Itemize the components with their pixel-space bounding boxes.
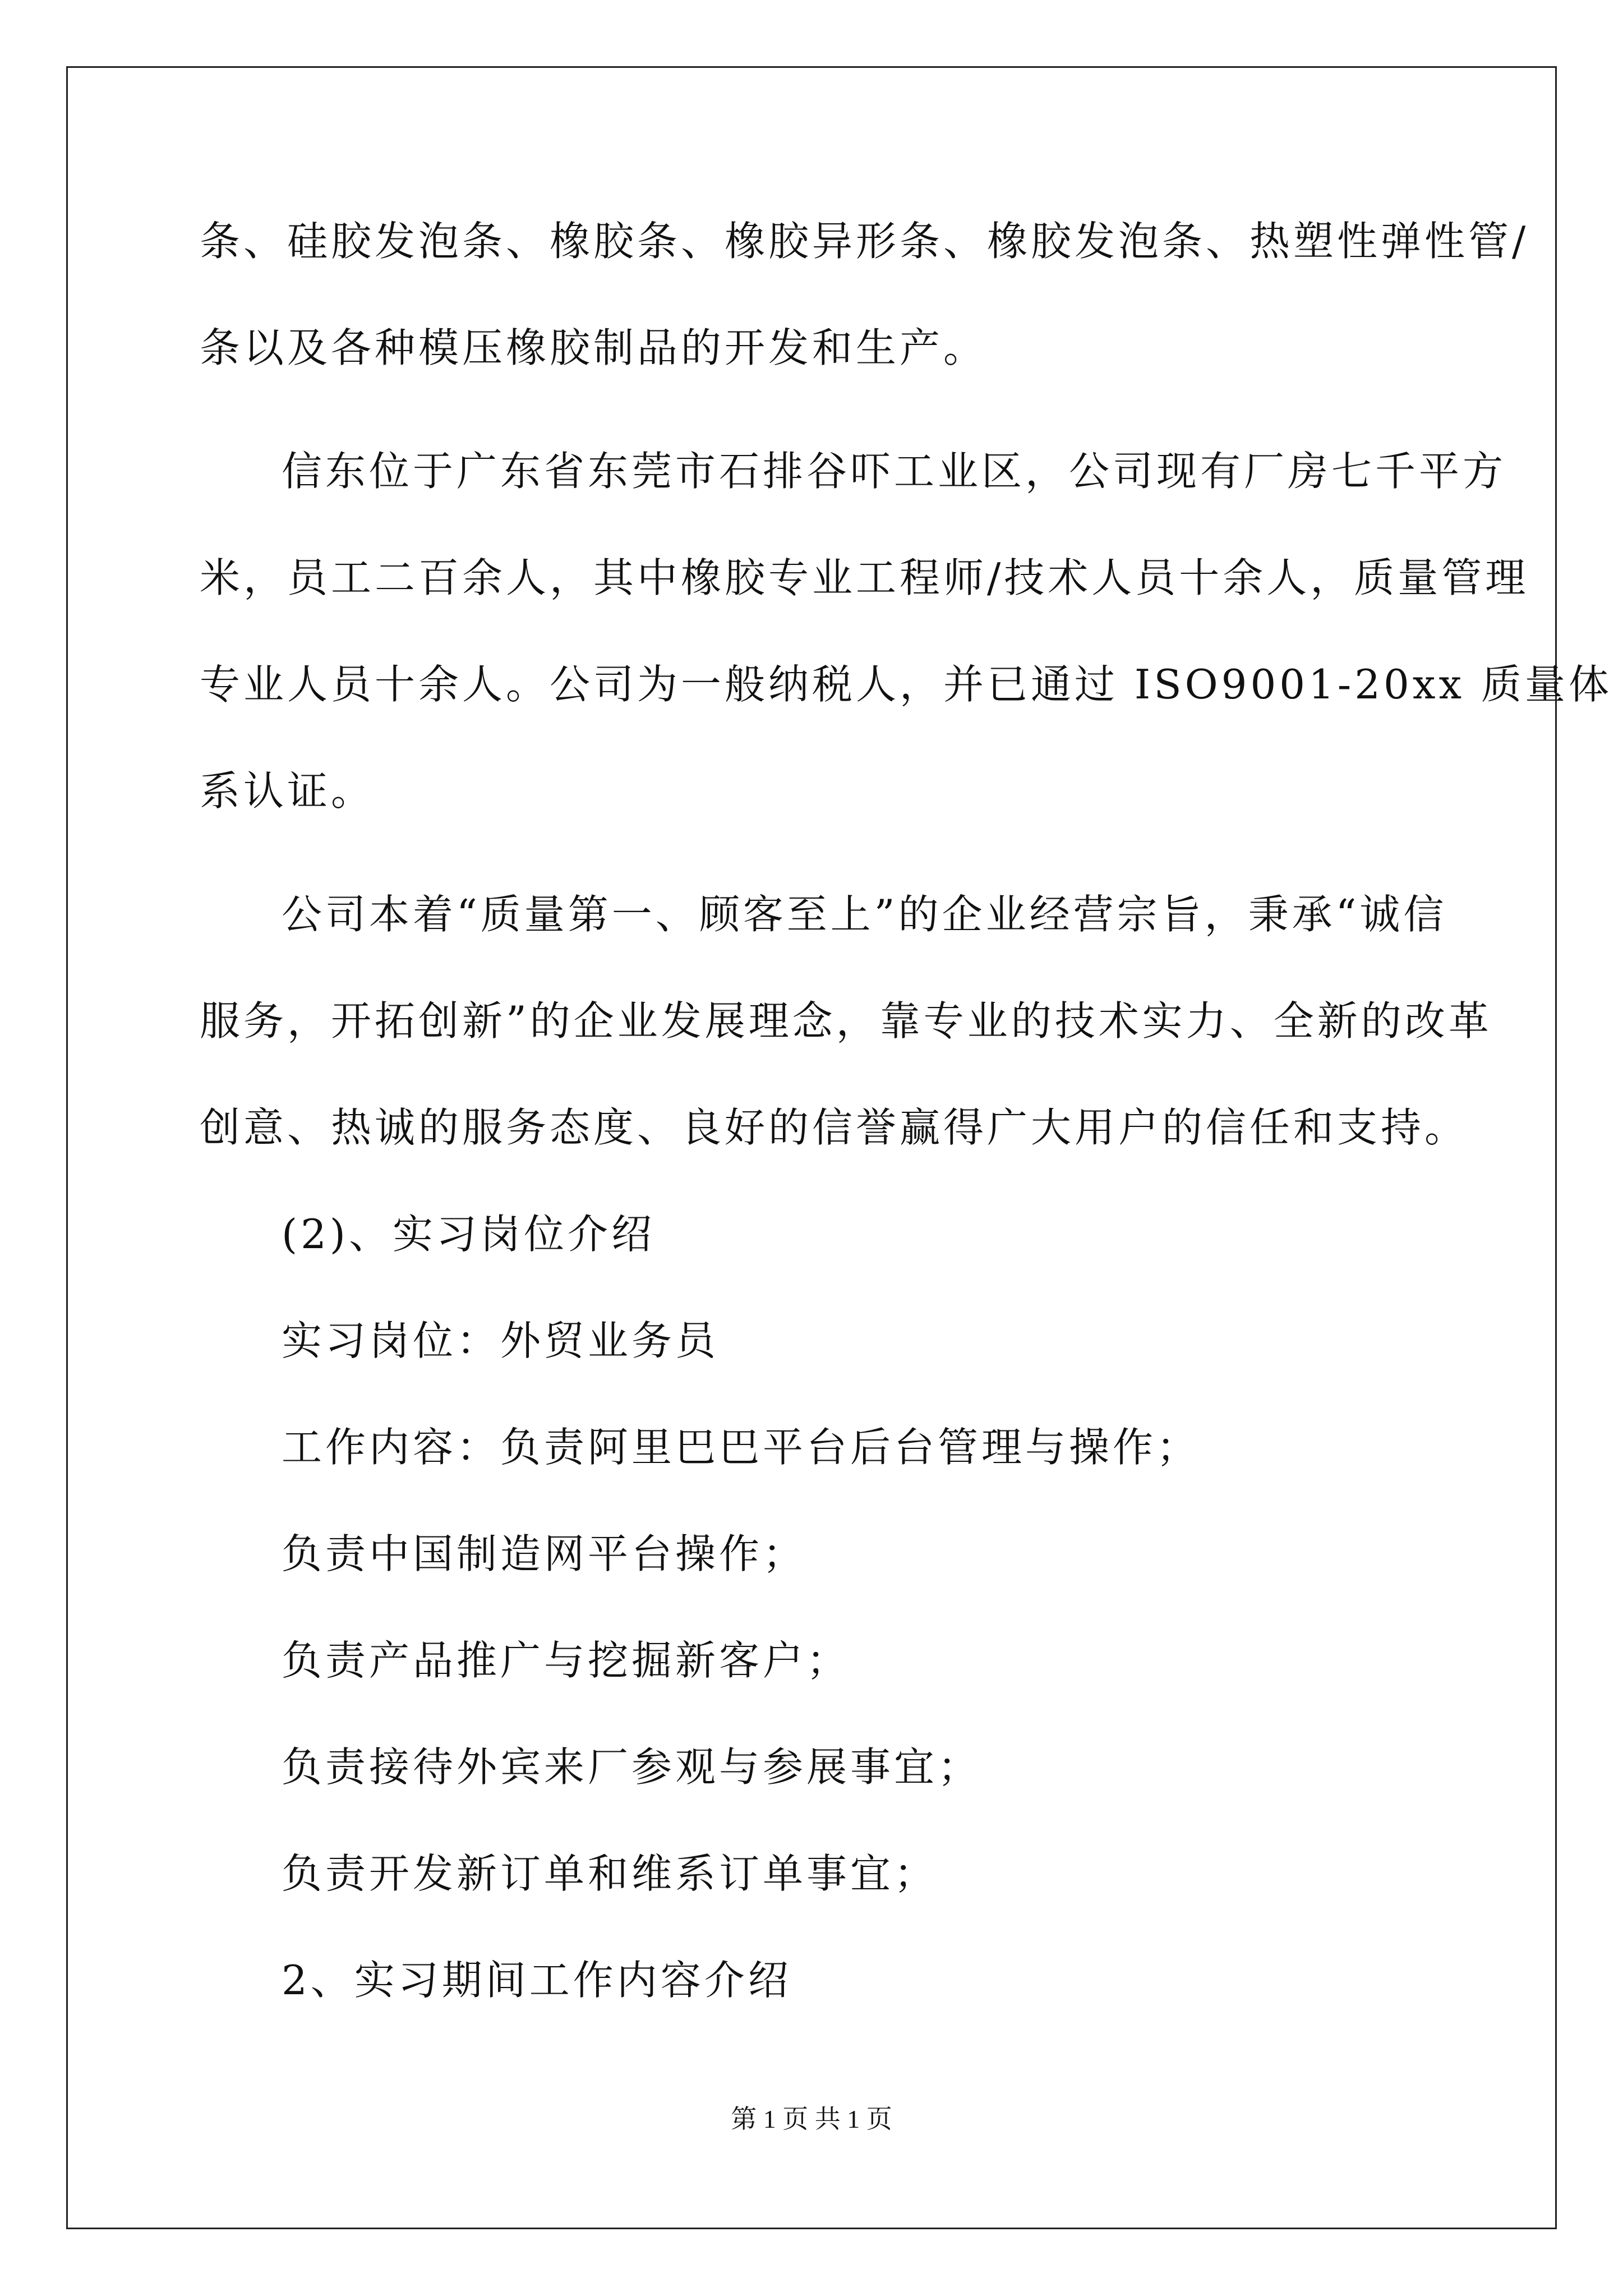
section-heading: (2)、实习岗位介绍: [282, 1211, 655, 1258]
text-line: 负责产品推广与挖掘新客户；: [282, 1637, 851, 1684]
page-footer: 第 1 页 共 1 页: [731, 2105, 892, 2133]
text-line: 创意、热诚的服务态度、良好的信誉赢得广大用户的信任和支持。: [200, 1104, 1469, 1151]
text-line: 服务，开拓创新”的企业发展理念，靠专业的技术实力、全新的改革: [200, 997, 1492, 1045]
section-heading: 2、实习期间工作内容介绍: [282, 1957, 792, 2004]
text-line: 条以及各种模压橡胶制品的开发和生产。: [200, 324, 988, 371]
text-line: 实习岗位：外贸业务员: [282, 1317, 720, 1364]
text-line: 负责中国制造网平台操作；: [282, 1530, 807, 1577]
text-line: 负责开发新订单和维系订单事宜；: [282, 1850, 938, 1897]
text-line: 系认证。: [200, 767, 375, 815]
text-line: 负责接待外宾来厂参观与参展事宜；: [282, 1743, 982, 1791]
text-line: 工作内容：负责阿里巴巴平台后台管理与操作；: [282, 1424, 1201, 1471]
text-line: 米，员工二百余人，其中橡胶专业工程师/技术人员十余人，质量管理: [200, 554, 1529, 601]
text-line: 条、硅胶发泡条、橡胶条、橡胶异形条、橡胶发泡条、热塑性弹性管/: [200, 218, 1529, 265]
paragraph-start-line: 公司本着“质量第一、顾客至上”的企业经营宗旨，秉承“诚信: [282, 891, 1447, 938]
paragraph-start-line: 信东位于广东省东莞市石排谷吓工业区，公司现有厂房七千平方: [282, 448, 1507, 495]
text-line: 专业人员十余人。公司为一般纳税人，并已通过 ISO9001-20xx 质量体: [200, 661, 1612, 708]
